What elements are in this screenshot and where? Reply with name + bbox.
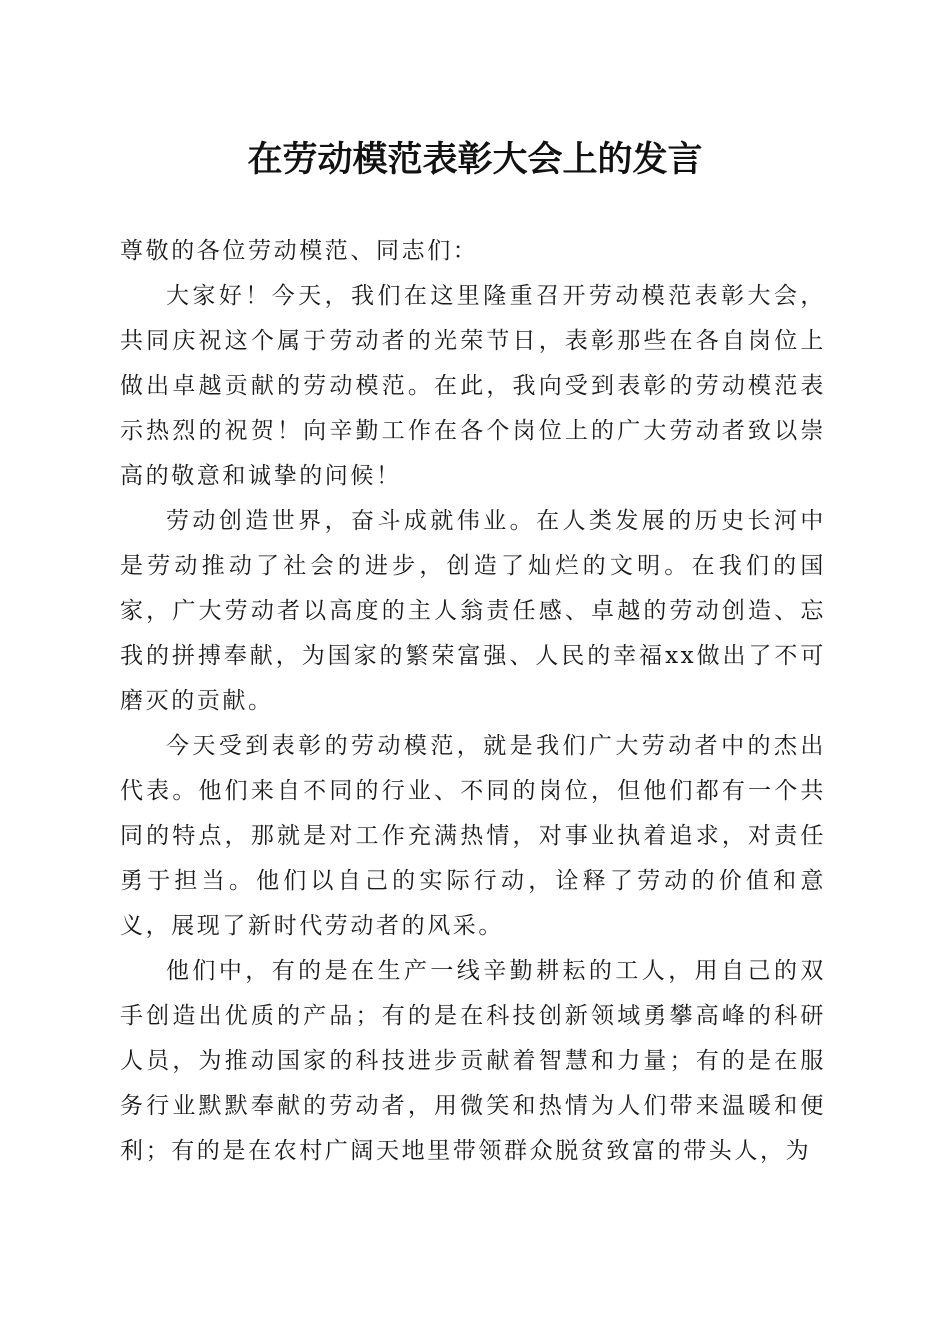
paragraph-4: 他们中，有的是在生产一线辛勤耕耘的工人，用自己的双手创造出优质的产品；有的是在科技创新领域勇攀高峰的科研人员，为推动国家的科技进步贡献着智慧和力量；有的是在服务行业默默奉献的劳动者，用微笑和热情为人们带来温暖和便利；有的是在农村广阔天地里带领群众脱贫致富的带头人，为 — [120, 958, 826, 1164]
document-body — [120, 229, 826, 1174]
paragraph-1: 大家好！今天，我们在这里隆重召开劳动模范表彰大会，共同庆祝这个属于劳动者的光荣节日，表彰那些在各自岗位上做出卓越贡献的劳动模范。在此，我向受到表彰的劳动模范表示热烈的祝贺！向辛勤工作在各个岗位上的广大劳动者致以崇高的敬意和诚挚的问候！ — [120, 283, 826, 489]
paragraph-3: 今天受到表彰的劳动模范，就是我们广大劳动者中的杰出代表。他们来自不同的行业、不同的岗位，但他们都有一个共同的特点，那就是对工作充满热情，对事业执着追求，对责任勇于担当。他们以自己的实际行动，诠释了劳动的价值和意义，展现了新时代劳动者的风采。 — [120, 733, 826, 939]
salutation: 尊敬的各位劳动模范、同志们： — [120, 238, 479, 264]
document-title: 在劳动模范表彰大会上的发言 — [247, 139, 703, 180]
paragraph-2: 劳动创造世界，奋斗成就伟业。在人类发展的历史长河中是劳动推动了社会的进步，创造了灿烂的文明。在我们的国家，广大劳动者以高度的主人翁责任感、卓越的劳动创造、忘我的拼搏奉献，为国家的繁荣富强、人民的幸福xx做出了不可磨灭的贡献。 — [120, 508, 826, 714]
